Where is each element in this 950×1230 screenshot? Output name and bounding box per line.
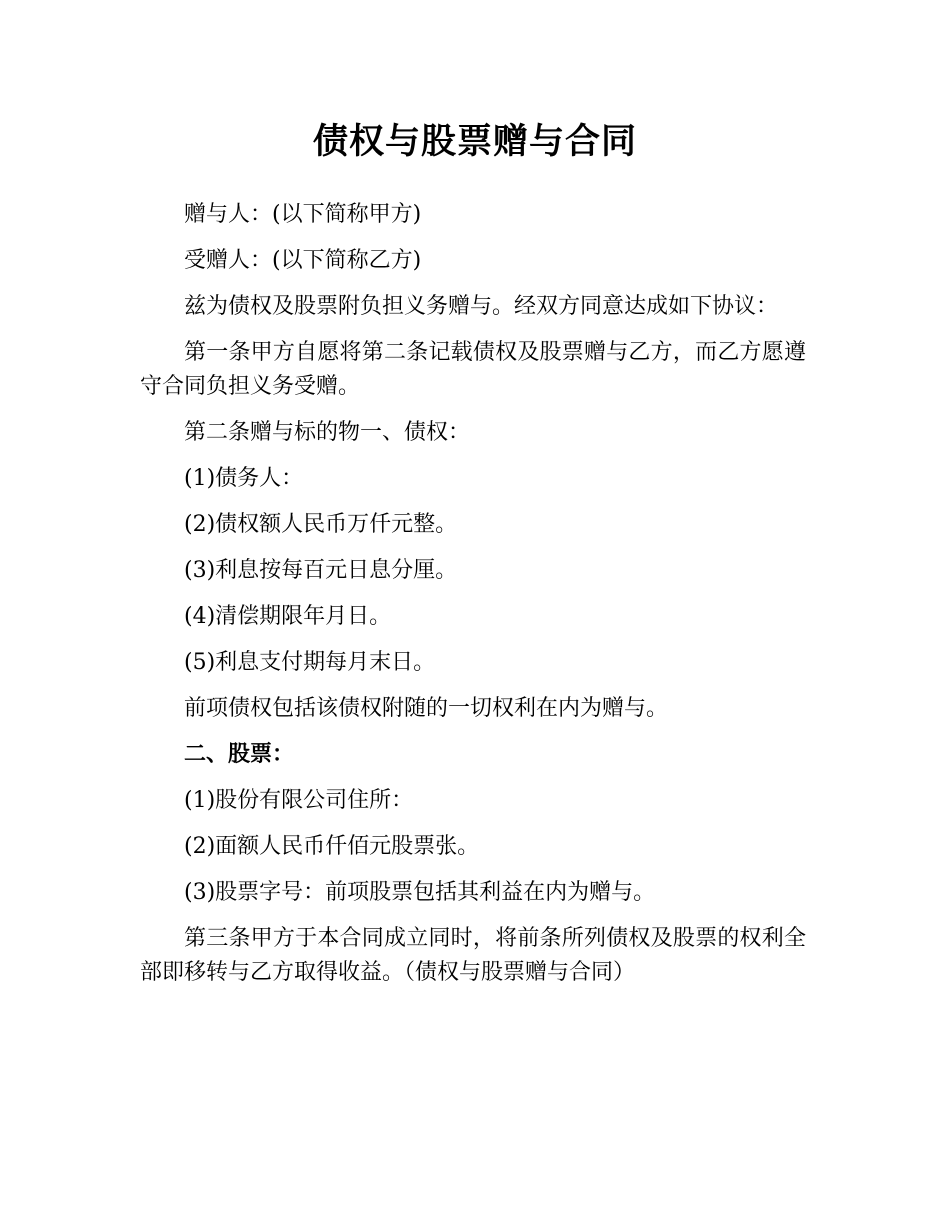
donee-line: 受赠人：(以下简称乙方) bbox=[184, 248, 422, 273]
stock-item-1: (1)股份有限公司住所： bbox=[184, 788, 414, 813]
donor-line: 赠与人：(以下简称甲方) bbox=[184, 202, 422, 227]
stock-section-heading: 二、股票： bbox=[184, 742, 295, 767]
debt-summary-paragraph: 前项债权包括该债权附随的一切权利在内为赠与。 bbox=[184, 696, 669, 721]
debt-item-5: (5)利息支付期每月末日。 bbox=[184, 650, 436, 675]
stock-item-3: (3)股票字号：前项股票包括其利益在内为赠与。 bbox=[184, 880, 656, 905]
article-1-paragraph: 第一条甲方自愿将第二条记载债权及股票赠与乙方，而乙方愿遵守合同负担义务受赠。 bbox=[140, 340, 806, 399]
document-title: 债权与股票赠与合同 bbox=[312, 122, 637, 162]
stock-item-2: (2)面额人民币仟佰元股票张。 bbox=[184, 834, 480, 859]
debt-item-2: (2)债权额人民币万仟元整。 bbox=[184, 512, 458, 537]
preamble-paragraph: 兹为债权及股票附负担义务赠与。经双方同意达成如下协议： bbox=[184, 294, 779, 319]
debt-item-4: (4)清偿期限年月日。 bbox=[184, 604, 392, 629]
debt-item-3: (3)利息按每百元日息分厘。 bbox=[184, 558, 458, 583]
article-2-heading: 第二条赠与标的物一、债权： bbox=[184, 420, 471, 445]
document-body bbox=[140, 198, 806, 1002]
debt-item-1: (1)债务人： bbox=[184, 466, 304, 491]
article-3-paragraph: 第三条甲方于本合同成立同时，将前条所列债权及股票的权利全部即移转与乙方取得收益。（债权与股票赠与合同） bbox=[140, 926, 806, 985]
